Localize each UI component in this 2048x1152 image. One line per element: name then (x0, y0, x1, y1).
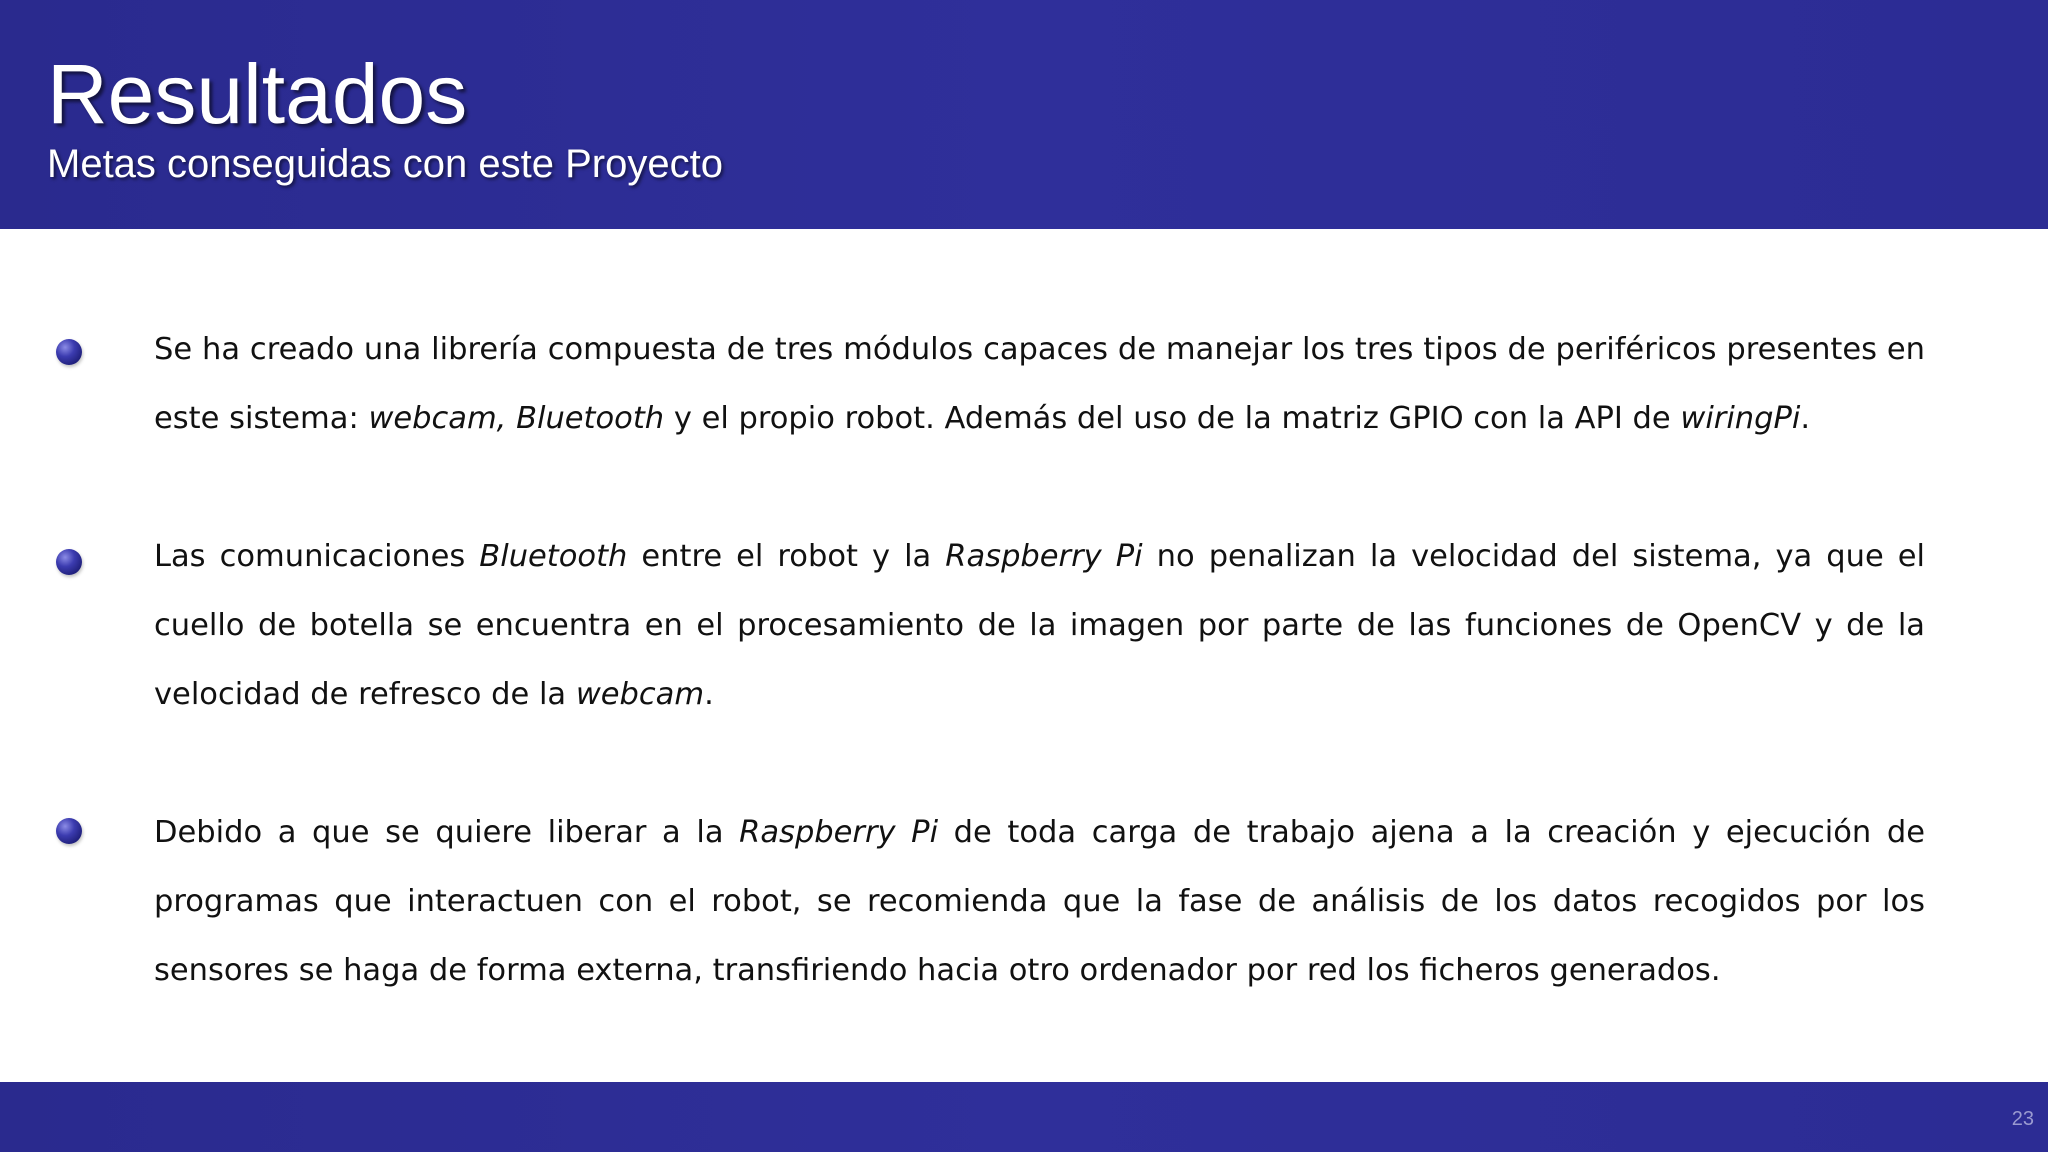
italic-text-segment: Raspberry Pi (739, 815, 939, 850)
text-segment: Se ha creado una librería compuesta de tres módulos capaces de manejar los tres tipos de periféricos presentes en este sistema: (154, 332, 1925, 436)
bullet-icon (56, 818, 82, 844)
bullet-text (154, 522, 1925, 729)
bullet-text (154, 315, 1925, 453)
italic-text-segment: wiringPi (1680, 401, 1801, 436)
text-segment: . (1800, 401, 1811, 436)
text-segment: Debido a que se quiere liberar a la (154, 815, 740, 850)
footer-band (0, 1082, 2048, 1152)
bullet-text (154, 798, 1925, 1005)
text-segment: . (704, 677, 714, 712)
slide-title: Resultados (47, 47, 468, 141)
italic-text-segment: Raspberry Pi (945, 539, 1143, 574)
bullet-icon (56, 549, 82, 575)
bullet-icon (56, 339, 82, 365)
italic-text-segment: Bluetooth (479, 539, 628, 574)
italic-text-segment: webcam (575, 677, 705, 712)
text-segment: y el propio robot. Además del uso de la matriz GPIO con la API de (664, 401, 1681, 436)
header-band (0, 0, 2048, 229)
text-segment: de toda carga de trabajo ajena a la creación y ejecución de programas que interactuen con el robot, se recomienda que la fase de análisis de los datos recogidos por los sensores se haga de forma externa, transfiriendo hacia otro ordenador por red los ficheros generados. (154, 815, 1926, 988)
page-number: 23 (2011, 1108, 2034, 1130)
text-segment: Las comunicaciones (154, 539, 480, 574)
italic-text-segment: webcam, Bluetooth (368, 401, 665, 436)
text-segment: no penalizan la velocidad del sistema, ya que el cuello de botella se encuentra en el procesamiento de la imagen por parte de las funciones de OpenCV y de la velocidad de refresco de la (154, 539, 1926, 712)
slide-subtitle: Metas conseguidas con este Proyecto (47, 142, 723, 186)
text-segment: entre el robot y la (627, 539, 946, 574)
